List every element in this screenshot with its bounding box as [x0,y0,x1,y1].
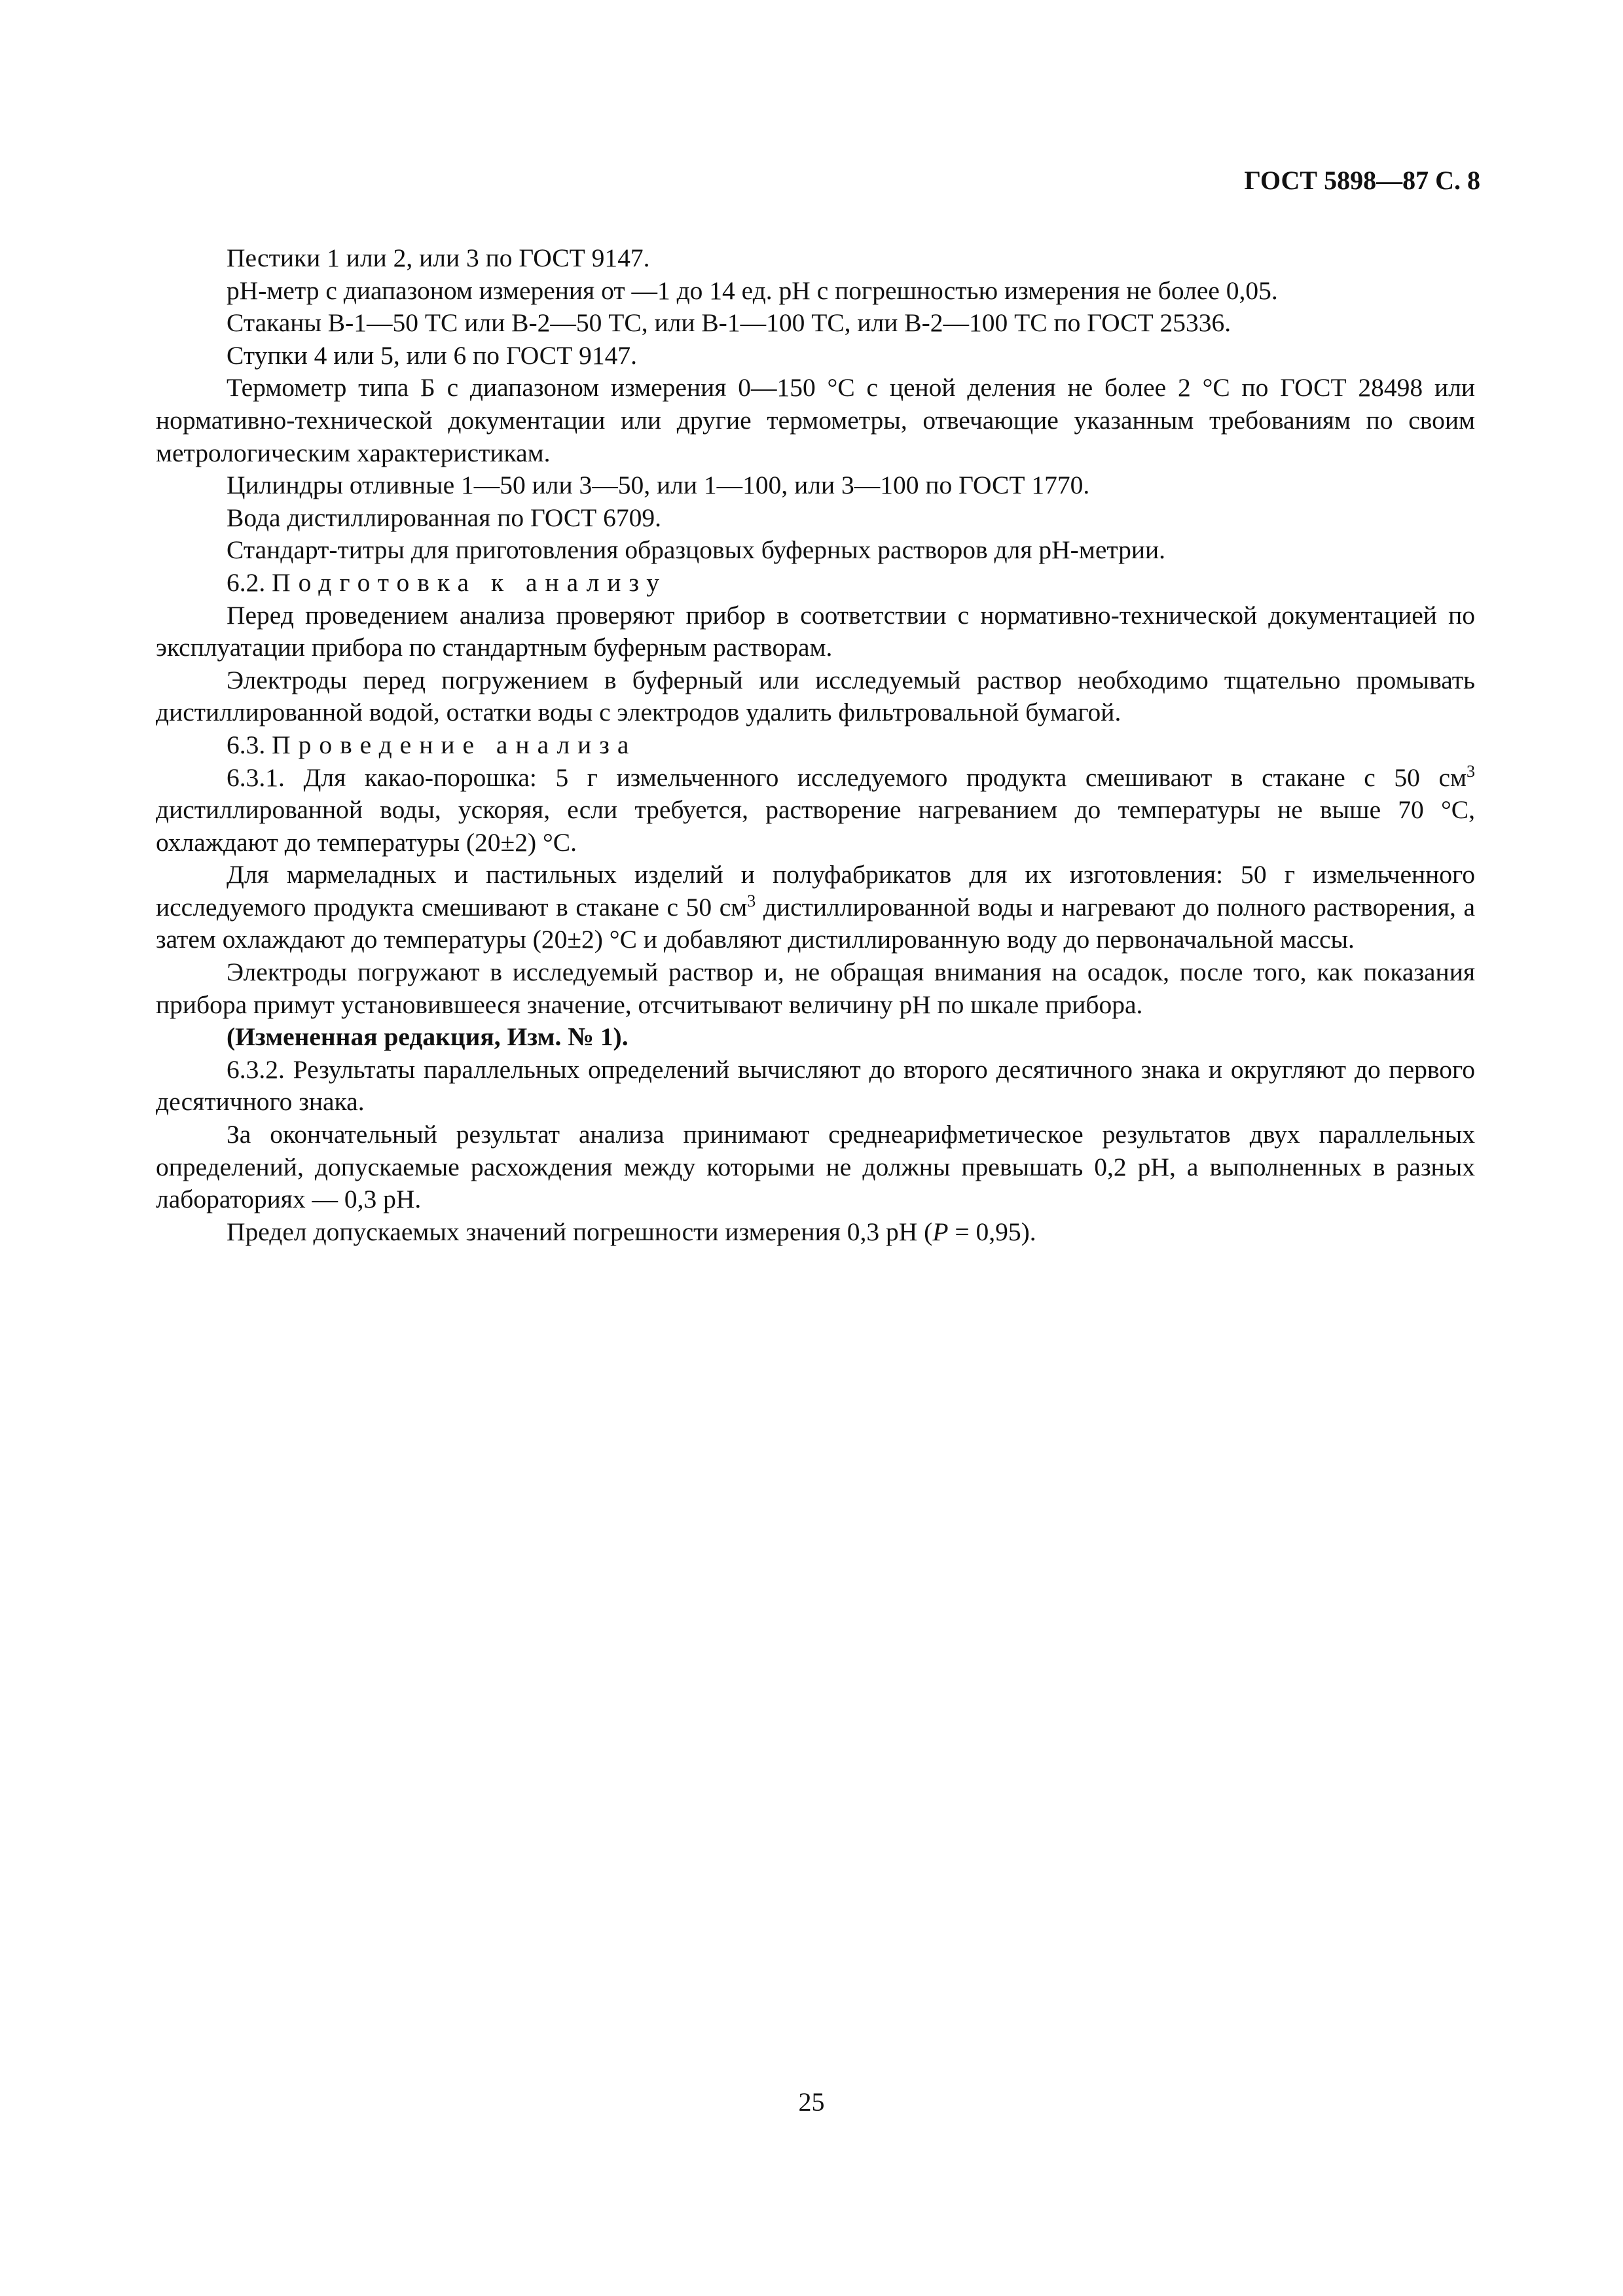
section-heading-6-2 [156,567,1475,600]
paragraph-results-632: 6.3.2. Результаты параллельных определений вычисляют до второго десятичного знака и округляют до первого десятичного знака. [156,1054,1475,1117]
paragraph-instrument-check: Перед проведением анализа проверяют прибор в соответствии с нормативно-технической документацией по эксплуатации прибора по стандартным буферным растворам. [156,600,1475,662]
revision-note: (Измененная редакция, Изм. № 1). [227,1022,629,1052]
paragraph-mortars: Ступки 4 или 5, или 6 по ГОСТ 9147. [227,340,637,370]
paragraph-ph-meter: pH-метр с диапазоном измерения от —1 до 14 ед. pH с погрешностью измерения не более 0,05. [227,276,1278,305]
paragraph-cocoa-powder [156,762,1475,859]
paragraph-electrodes-rinse: Электроды перед погружением в буферный или исследуемый раствор необходимо тщательно промывать дистиллированной водой, остатки воды с электродов удалить фильтровальной бумагой. [156,665,1475,727]
section-number: 6.3. [227,730,266,759]
paragraph-beakers: Стаканы В-1—50 ТС или В-2—50 ТС, или В-1—100 ТС, или В-2—100 ТС по ГОСТ 25336. [227,308,1231,338]
section-title: Подготовка к анализу [272,567,667,597]
paragraph-error-limit [156,1216,1475,1249]
text-run: = 0,95). [948,1217,1036,1246]
section-title: Проведение анализа [272,730,637,759]
section-number: 6.2. [227,567,266,597]
text-run: Предел допускаемых значений погрешности измерения 0,3 pH ( [227,1217,933,1246]
superscript: 3 [747,891,756,910]
paragraph-thermometer: Термометр типа Б с диапазоном измерения 0—150 °С с ценой деления не более 2 °С по ГОСТ 28498 или нормативно-технической документации или другие термометры, отвечающие указанным требованиям по своим метрологическим характеристикам. [156,373,1475,467]
paragraph-electrodes-measure: Электроды погружают в исследуемый раствор и, не обращая внимания на осадок, после того, как показания прибора примут установившееся значение, отсчитывают величину pH по шкале прибора. [156,958,1475,1019]
paragraph-standard-titres: Стандарт-титры для приготовления образцовых буферных растворов для pH-метрии. [227,535,1165,565]
text-run: Для мармеладных и пастильных изделий и полуфабрикатов для их изготовления: 50 г измельченного исследуемого продукта смешивают в стакане с 50 см [156,860,1475,922]
document-header: ГОСТ 5898—87 С. 8 [1244,166,1480,195]
superscript: 3 [1467,761,1475,781]
paragraph-distilled-water: Вода дистиллированная по ГОСТ 6709. [227,503,662,532]
text-run: дистиллированной воды, ускоряя, если требуется, растворение нагреванием до температуры не выше 70 °С, охлаждают до температуры (20±2) °С. [156,795,1475,857]
paragraph-pestles: Пестики 1 или 2, или 3 по ГОСТ 9147. [227,243,650,272]
paragraph-final-result: За окончательный результат анализа принимают среднеарифметическое результатов двух параллельных определений, допускаемые расхождения между которыми не должны превышать 0,2 pH, а выполненных в разных лабораториях — 0,3 pH. [156,1120,1475,1214]
variable-p: P [932,1217,949,1246]
section-heading-6-3 [156,729,1475,762]
page-number: 25 [798,2087,825,2117]
paragraph-cylinders: Цилиндры отливные 1—50 или 3—50, или 1—100, или 3—100 по ГОСТ 1770. [227,471,1090,500]
text-run: дистиллированной воды и нагревают до полного растворения, а затем охлаждают до температуры (20±2) °С и добавляют дистиллированную воду до первоначальной массы. [156,892,1475,954]
paragraph-marmalade [156,859,1475,956]
text-run: 6.3.1. Для какао-порошка: 5 г измельченного исследуемого продукта смешивают в стакане с 50 см [227,762,1467,792]
document-body [156,242,1475,1248]
